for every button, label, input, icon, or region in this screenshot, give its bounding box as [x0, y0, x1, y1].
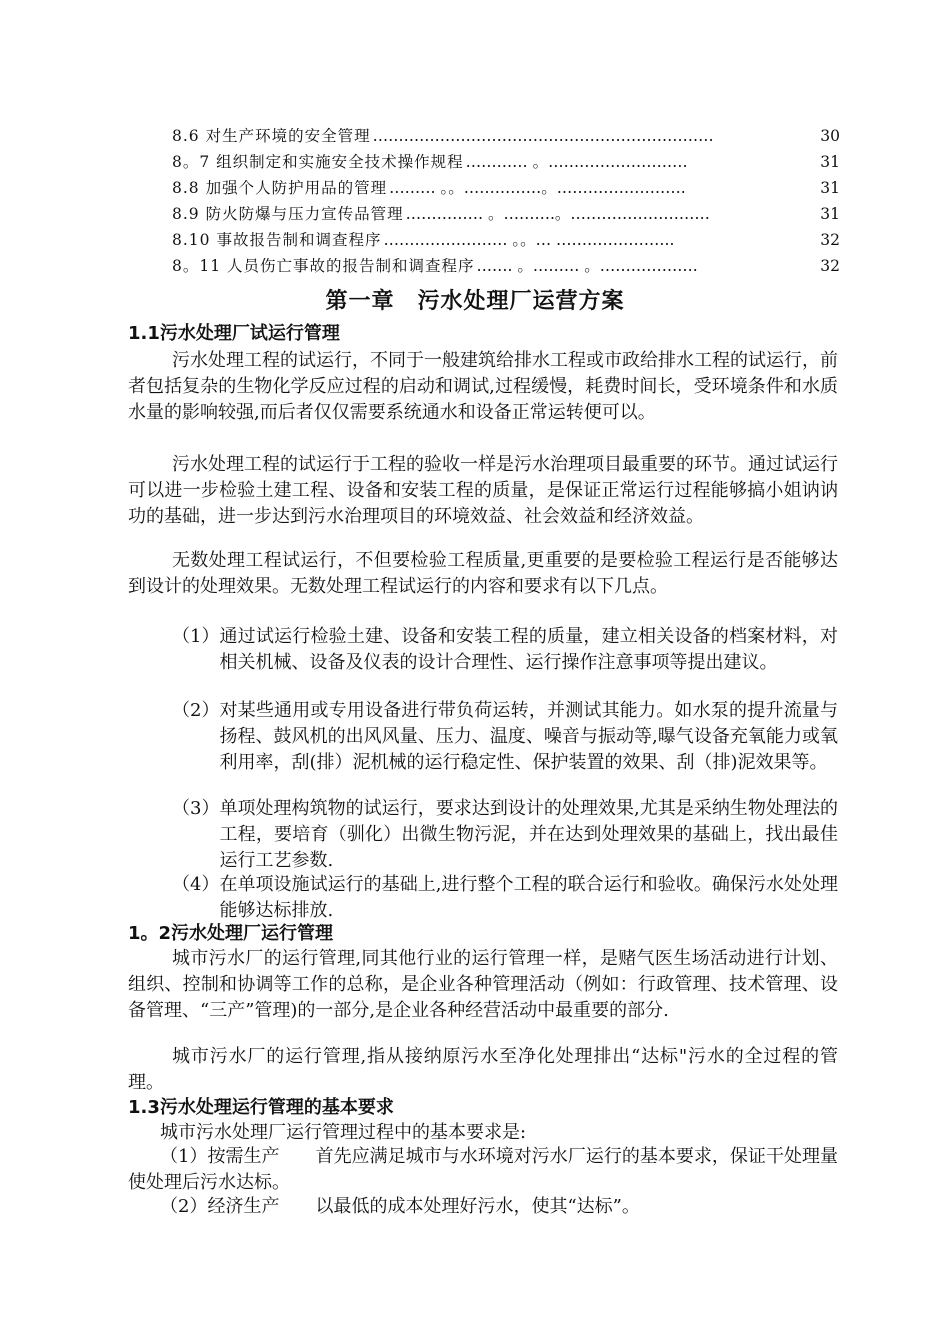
paragraph: 无数处理工程试运行，不但要检验工程质量,更重要的是要检验工程运行是否能够达到设计的处理效果。无数处理工程试运行的内容和要求有以下几点。: [128, 550, 838, 597]
toc-page-number: 31: [820, 179, 840, 197]
list-item: [172, 872, 838, 924]
section-heading: 1。2污水处理厂运行管理: [128, 923, 334, 944]
toc-leader: …………… 。……….。………………………: [405, 205, 710, 223]
list-item-text: 单项处理构筑物的试运行，要求达到设计的处理效果,尤其是采纳生物处理法的工程，要培育（驯化）出微生物污泥，并在达到处理效果的基础上，找出最佳运行工艺参数.: [219, 798, 838, 871]
paragraph: 污水处理工程的试运行于工程的验收一样是污水治理项目最重要的环节。通过试运行可以进一步检验土建工程、设备和安装工程的质量，是保证正常运行过程能够搞小姐讷讷功的基础，进一步达到污水治理项目的环境效益、社会效益和经济效益。: [128, 454, 838, 527]
paragraph: 城市污水厂的运行管理,指从接纳原污水至净化处理排出“达标"污水的全过程的管理。: [128, 1046, 838, 1093]
list-item: [172, 624, 838, 676]
list-item-text: 通过试运行检验土建、设备和安装工程的质量，建立相关设备的档案材料，对相关机械、设备及仪表的设计合理性、运行操作注意事项等提出建议。: [219, 626, 838, 673]
toc-entry[interactable]: [172, 175, 840, 201]
list-item-text: 对某些通用或专用设备进行带负荷运转，并测试其能力。如水泵的提升流量与扬程、鼓风机的出风风量、压力、温度、噪音与振动等,曝气设备充氧能力或氧利用率，刮(排）泥机械的运行稳定性、保护装置的效果、刮（排)泥效果等。: [219, 700, 838, 773]
section-heading: 1.1污水处理厂试运行管理: [128, 323, 340, 344]
toc-page-number: 32: [820, 231, 840, 249]
toc-entry-label: 8.6 对生产环境的安全管理: [172, 127, 371, 145]
toc-entry[interactable]: [172, 123, 840, 149]
paragraph: （1）按需生产 首先应满足城市与水环境对污水厂运行的基本要求，保证干处理量使处理后污水达标。: [128, 1146, 838, 1193]
toc-entry-label: 8.9 防火防爆与压力宣传品管理: [172, 205, 404, 223]
list-item-number: （2）: [172, 700, 220, 721]
toc-page-number: 30: [820, 127, 840, 145]
paragraph: 城市污水厂的运行管理,同其他行业的运行管理一样，是赌气医生场活动进行计划、组织、控制和协调等工作的总称，是企业各种管理活动（例如：行政管理、技术管理、设备管理、“三产”管理)的一部分,是企业各种经营活动中最重要的部分.: [128, 948, 838, 1021]
toc-page-number: 31: [820, 205, 840, 223]
toc-entry[interactable]: [172, 201, 840, 227]
toc-entry[interactable]: [172, 149, 840, 175]
list-item: [172, 698, 838, 776]
toc-page-number: 31: [820, 153, 840, 171]
list-item: [172, 796, 838, 874]
toc-leader: …………………… 。。… …………………..: [383, 231, 675, 249]
paragraph: （2）经济生产 以最低的成本处理好污水，使其“达标”。: [160, 1196, 640, 1217]
list-item-text: 在单项设施试运行的基础上,进行整个工程的联合运行和验收。确保污水处处理能够达标排放.: [219, 874, 838, 921]
paragraph: 污水处理工程的试运行，不同于一般建筑给排水工程或市政给排水工程的试运行，前者包括复杂的生物化学反应过程的启动和调试,过程缓慢，耗费时间长，受环境条件和水质水量的影响较强,而后者仅仅需要系统通水和设备正常运转便可以。: [128, 350, 838, 423]
toc-entry-label: 8。7 组织制定和实施安全技术操作规程: [172, 153, 464, 171]
toc-leader: …………………………………………………………: [372, 127, 714, 145]
toc-entry-label: 8.8 加强个人防护用品的管理: [172, 179, 388, 197]
toc-entry[interactable]: [172, 253, 840, 279]
toc-entry-label: 8.10 事故报告制和调查程序: [172, 231, 382, 249]
toc-page-number: 32: [820, 257, 840, 275]
toc-leader: ………… 。………………………: [465, 153, 688, 171]
paragraph: 城市污水处理厂运行管理过程中的基本要求是:: [160, 1122, 527, 1143]
toc-entry[interactable]: [172, 227, 840, 253]
toc-entry-label: 8。11 人员伤亡事故的报告制和调查程序: [172, 257, 475, 275]
section-heading: 1.3污水处理运行管理的基本要求: [128, 1097, 394, 1118]
table-of-contents: [172, 123, 840, 279]
list-item-number: （1）: [172, 626, 220, 647]
list-item-number: （4）: [172, 874, 220, 895]
toc-leader: ……… 。。……………。…………………….: [389, 179, 686, 197]
toc-leader: ……. 。……… 。……………….: [476, 257, 698, 275]
chapter-title: 第一章 污水处理厂运营方案: [325, 288, 625, 314]
list-item-number: （3）: [172, 798, 220, 819]
